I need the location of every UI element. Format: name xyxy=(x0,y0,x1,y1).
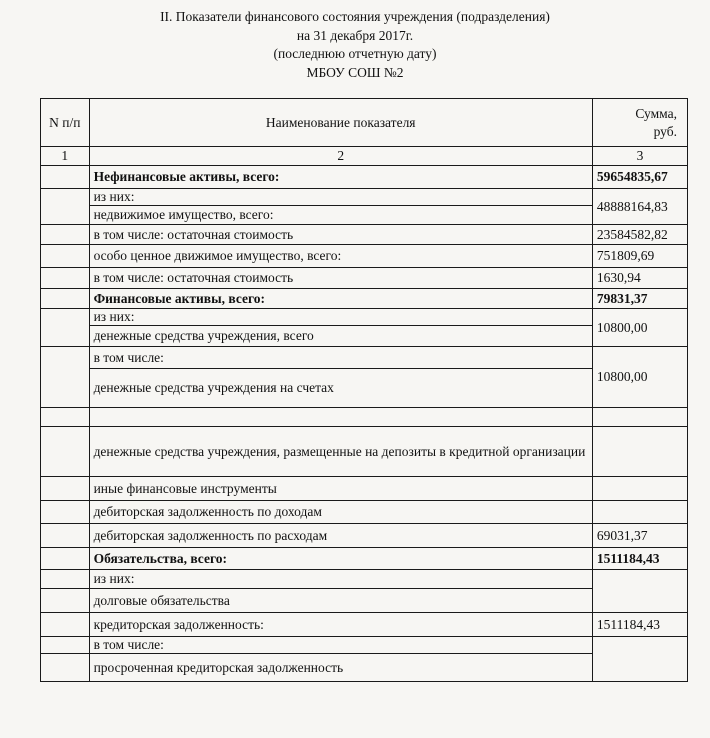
cash-value: 10800,00 xyxy=(592,309,687,347)
col-header-sum xyxy=(592,99,687,147)
col-header-sum-line2: руб. xyxy=(653,123,677,139)
table-row xyxy=(41,268,688,289)
table-row xyxy=(41,245,688,268)
col-number-1: 1 xyxy=(41,147,90,166)
residual-value: 1630,94 xyxy=(592,268,687,289)
table-row xyxy=(41,408,688,427)
recv-expense-label: дебиторская задолженность по расходам xyxy=(89,524,592,548)
table-header-row xyxy=(41,99,688,147)
col-header-name: Наименование показателя xyxy=(89,99,592,147)
iz-nih-label: из них: xyxy=(89,570,592,589)
header-date-note: (последнюю отчетную дату) xyxy=(273,46,437,61)
table-row xyxy=(41,613,688,637)
real-estate-value: 48888164,83 xyxy=(592,189,687,225)
residual-value: 23584582,82 xyxy=(592,225,687,245)
table-row xyxy=(41,589,688,613)
fin-total-value: 79831,37 xyxy=(592,289,687,309)
table-row xyxy=(41,289,688,309)
header-date: на 31 декабря 2017г. xyxy=(296,27,414,43)
other-fin-label: иные финансовые инструменты xyxy=(89,477,592,501)
payables-label: кредиторская задолженность: xyxy=(89,613,592,637)
iz-nih-label: из них: xyxy=(89,189,592,206)
cash-label: денежные средства учреждения, всего xyxy=(89,326,592,347)
debt-label: долговые обязательства xyxy=(89,589,592,613)
table-row xyxy=(41,206,688,225)
col-number-3: 3 xyxy=(592,147,687,166)
report-header xyxy=(0,8,710,82)
iz-nih-label: из них: xyxy=(89,309,592,326)
col-number-row xyxy=(41,147,688,166)
overdue-label: просроченная кредиторская задолженность xyxy=(89,654,592,682)
table-row xyxy=(41,501,688,524)
table-row xyxy=(41,369,688,408)
financial-indicators-table xyxy=(40,98,688,682)
liab-total-value: 1511184,43 xyxy=(592,548,687,570)
nonfin-total-label: Нефинансовые активы, всего: xyxy=(89,166,592,189)
residual-label: в том числе: остаточная стоимость xyxy=(89,225,592,245)
nonfin-total-value: 59654835,67 xyxy=(592,166,687,189)
table-row xyxy=(41,166,688,189)
movable-label: особо ценное движимое имущество, всего: xyxy=(89,245,592,268)
col-number-2: 2 xyxy=(89,147,592,166)
table-row xyxy=(41,347,688,369)
table-row xyxy=(41,477,688,501)
table-row xyxy=(41,654,688,682)
table-row xyxy=(41,427,688,477)
table-row xyxy=(41,189,688,206)
col-header-sum-line1: Сумма, xyxy=(635,105,677,121)
table-row xyxy=(41,637,688,654)
liab-total-label: Обязательства, всего: xyxy=(89,548,592,570)
table-row xyxy=(41,225,688,245)
deposits-label: денежные средства учреждения, размещенные на депозиты в кредитной организации xyxy=(89,427,592,477)
header-title: II. Показатели финансового состояния учреждения (подразделения) xyxy=(160,9,550,24)
residual-label: в том числе: остаточная стоимость xyxy=(89,268,592,289)
movable-value: 751809,69 xyxy=(592,245,687,268)
table-row xyxy=(41,309,688,326)
table-row xyxy=(41,524,688,548)
recv-income-label: дебиторская задолженность по доходам xyxy=(89,501,592,524)
cash-accounts-label: денежные средства учреждения на счетах xyxy=(89,369,592,408)
recv-expense-value: 69031,37 xyxy=(592,524,687,548)
payables-value: 1511184,43 xyxy=(592,613,687,637)
header-org: МБОУ СОШ №2 xyxy=(306,64,404,80)
table-row xyxy=(41,548,688,570)
fin-total-label: Финансовые активы, всего: xyxy=(89,289,592,309)
table-row xyxy=(41,570,688,589)
v-tom-chisle-label: в том числе: xyxy=(89,347,592,369)
real-estate-label: недвижимое имущество, всего: xyxy=(89,206,592,225)
table-row xyxy=(41,326,688,347)
cash-accounts-value: 10800,00 xyxy=(592,347,687,408)
col-header-num: N п/п xyxy=(41,99,90,147)
v-tom-chisle-label: в том числе: xyxy=(89,637,592,654)
